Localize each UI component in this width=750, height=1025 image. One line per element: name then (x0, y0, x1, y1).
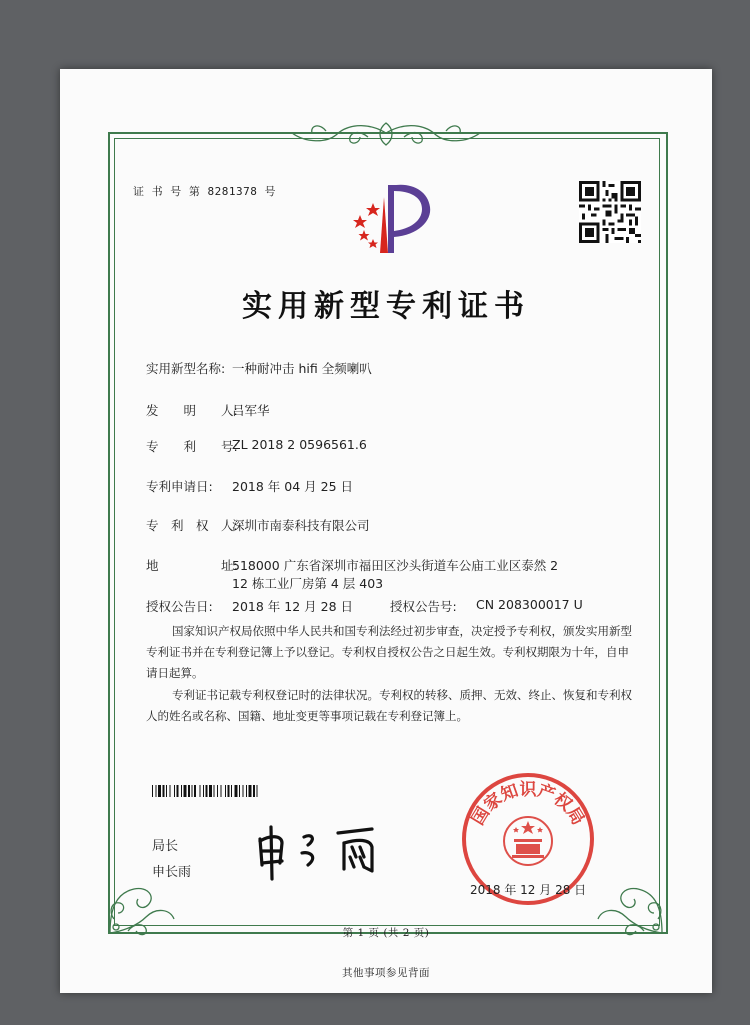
grant-date-label: 授权公告日: (146, 599, 213, 614)
patent-office-logo (340, 177, 440, 257)
certificate-number: 证 书 号 第 8281378 号 (133, 185, 276, 198)
field-value-application-date: 2018 年 04 月 25 日 (232, 479, 353, 494)
director-signature (252, 821, 402, 881)
grant-number-value: CN 208300017 U (476, 597, 583, 612)
field-value-patent-number: ZL 2018 2 0596561.6 (232, 437, 367, 452)
seal-date: 2018 年 12 月 28 日 (470, 883, 587, 897)
field-label-address: 地 址: (146, 558, 238, 573)
paragraph-legal-status: 专利证书记载专利权登记时的法律状况。专利权的转移、质押、无效、终止、恢复和专利权人的姓名或名称、国籍、地址变更等事项记载在专利登记簿上。 (146, 688, 632, 723)
field-label-patentee: 专 利 权 人: (146, 518, 238, 533)
field-label-inventor: 发 明 人: (146, 403, 238, 418)
footer-note: 其他事项参见背面 (342, 967, 430, 979)
paragraph-grant: 国家知识产权局依照中华人民共和国专利法经过初步审查，决定授予专利权，颁发实用新型专利证书并在专利登记簿上予以登记。专利权自授权公告之日起生效。专利权期限为十年，自申请日起算。 (146, 624, 632, 680)
certificate-title: 实用新型专利证书 (242, 289, 530, 324)
field-value-address-line2: 12 栋工业厂房第 4 层 403 (232, 576, 384, 591)
qr-code (579, 181, 641, 243)
director-title: 局长 (152, 839, 179, 854)
field-label-patent-number: 专 利 号: (146, 439, 238, 454)
grant-date-value: 2018 年 12 月 28 日 (232, 599, 353, 614)
field-label-application-date: 专利申请日: (146, 479, 213, 494)
field-value-inventor: 吕军华 (232, 403, 270, 418)
grant-number-label: 授权公告号: (390, 599, 457, 614)
field-label-name: 实用新型名称: (146, 361, 226, 376)
top-ornament (286, 119, 486, 149)
seal-org-text: 国家知识产权局 (468, 779, 588, 829)
barcode (152, 785, 320, 797)
page-info: 第 1 页 (共 2 页) (342, 927, 430, 939)
director-name: 申长雨 (152, 865, 192, 880)
certificate-paper (60, 69, 712, 993)
field-value-address-line1: 518000 广东省深圳市福田区沙头街道车公庙工业区泰然 2 (232, 558, 559, 573)
field-value-name: 一种耐冲击 hifi 全频喇叭 (232, 361, 372, 376)
field-value-patentee: 深圳市南泰科技有限公司 (232, 518, 370, 533)
